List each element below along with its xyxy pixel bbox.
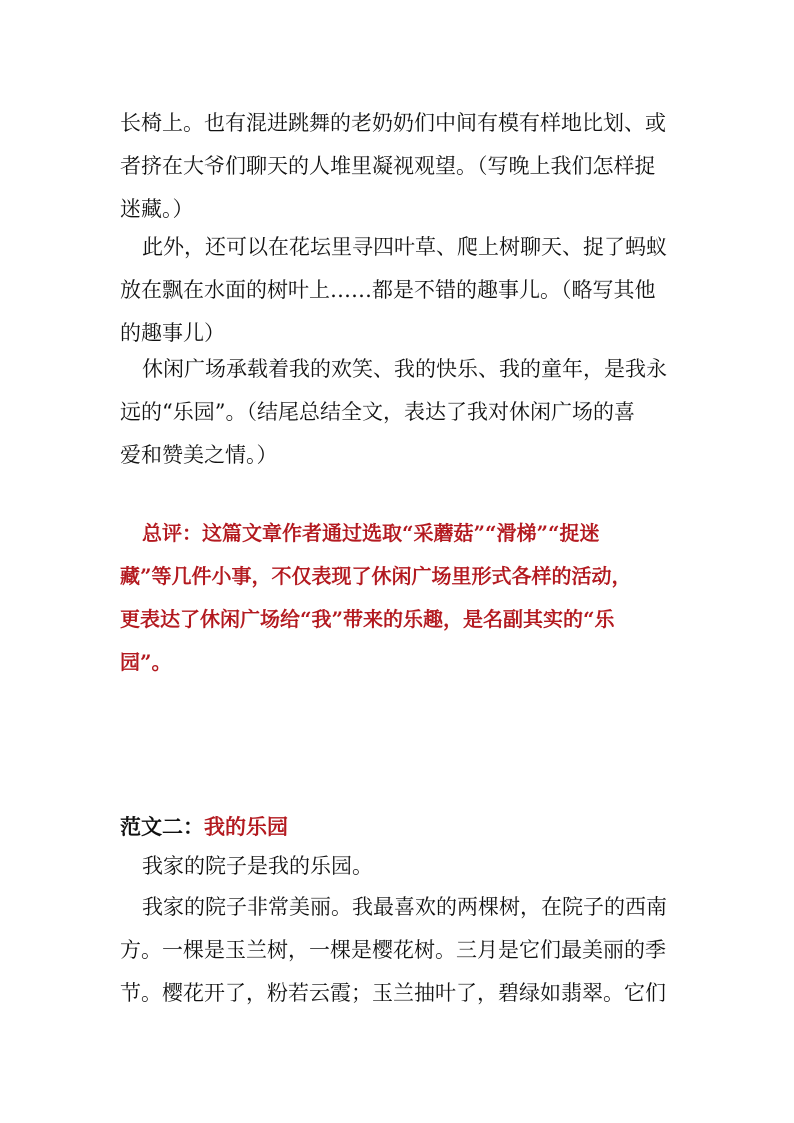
- paragraph-hide-and-seek: [120, 102, 680, 231]
- text-line: 节。樱花开了，粉若云霞；玉兰抽叶了，碧绿如翡翠。它们: [120, 981, 666, 1005]
- text-line: 放在飘在水面的树叶上……都是不错的趣事儿。（略写其他: [120, 278, 656, 302]
- heading-line: [120, 805, 680, 848]
- text-line: 此外，还可以在花坛里寻四叶草、爬上树聊天、捉了蚂蚁: [142, 235, 667, 259]
- paragraph-other-fun: [120, 226, 680, 355]
- text-line: 者挤在大爷们聊天的人堆里凝视观望。（写晚上我们怎样捉: [120, 154, 656, 178]
- text-line: 休闲广场承载着我的欢笑、我的快乐、我的童年，是我永: [142, 357, 667, 381]
- essay-two-intro: [120, 845, 680, 888]
- text-line: 我家的院子非常美丽。我最喜欢的两棵树，在院子的西南: [142, 895, 667, 919]
- text-line: 方。一棵是玉兰树，一棵是樱花树。三月是它们最美丽的季: [120, 938, 666, 962]
- text-line: 藏”等几件小事，不仅表现了休闲广场里形式各样的活动，: [120, 564, 632, 588]
- paragraph-conclusion: [120, 348, 680, 477]
- review-comment: [120, 512, 680, 684]
- text-line: 的趣事儿）: [120, 321, 225, 345]
- text-line: 更表达了休闲广场给“我”带来的乐趣，是名副其实的“乐: [120, 607, 615, 631]
- text-line: 远的“乐园”。（结尾总结全文，表达了我对休闲广场的喜: [120, 400, 635, 424]
- text-line: 长椅上。也有混进跳舞的老奶奶们中间有模有样地比划、或: [120, 111, 666, 135]
- text-line: 我家的院子是我的乐园。: [142, 854, 373, 878]
- text-line: 总评：这篇文章作者通过选取“采蘑菇”“滑梯”“捉迷: [142, 521, 600, 545]
- text-line: 园”。: [120, 650, 172, 674]
- essay-title: 我的乐园: [204, 814, 288, 839]
- essay-label: 范文二：: [120, 814, 204, 839]
- essay-two-body: [120, 886, 680, 1015]
- text-line: 爱和赞美之情。）: [120, 443, 278, 467]
- text-line: 迷藏。）: [120, 197, 194, 221]
- essay-two-heading: [120, 805, 680, 848]
